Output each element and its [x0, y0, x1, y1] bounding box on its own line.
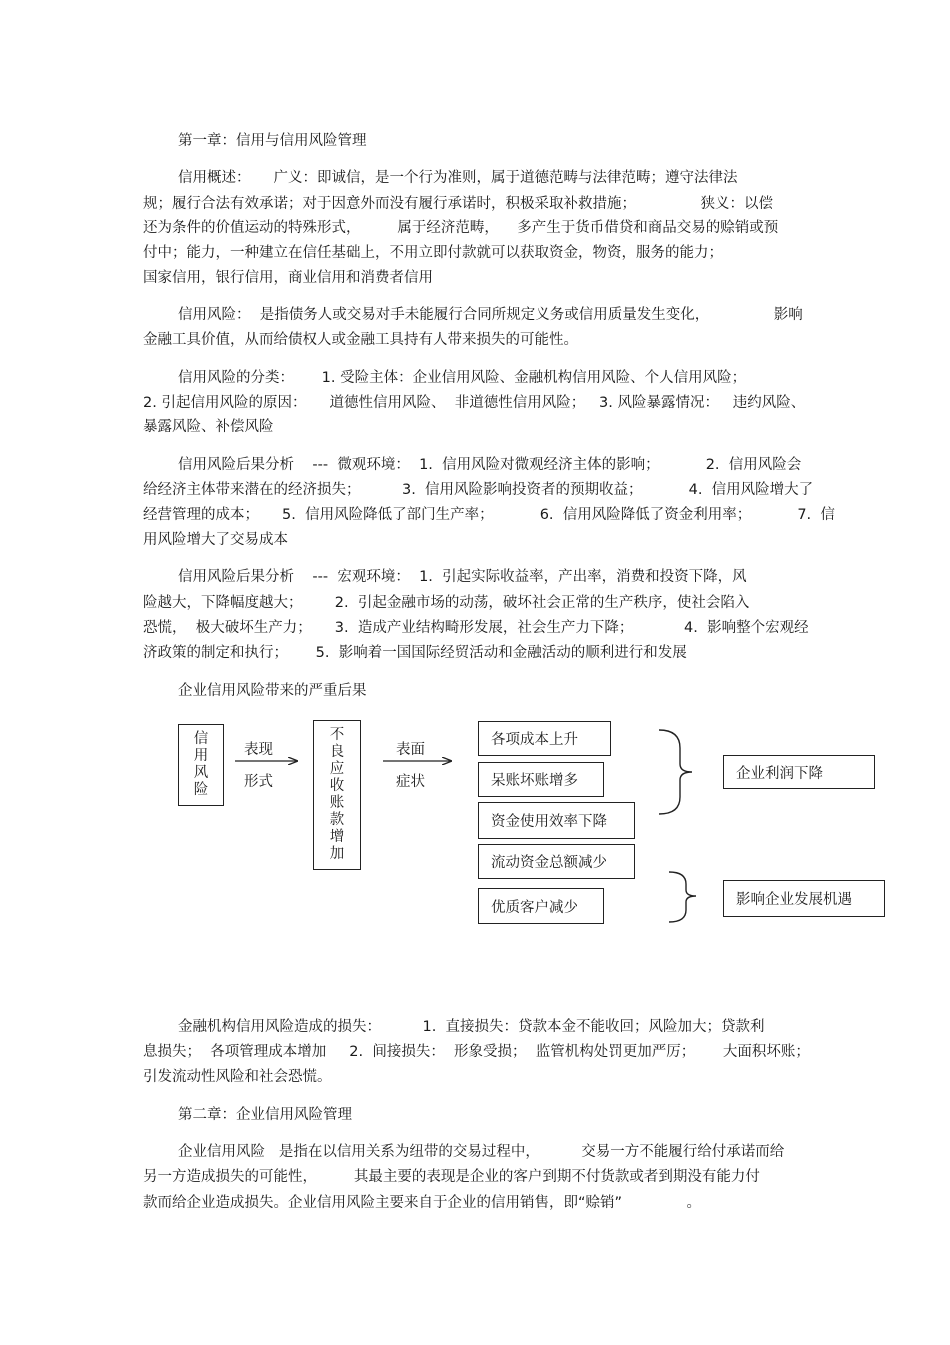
fin-loss-line: 息损失； 各项管理成本增加 2. 间接损失： 形象受损； 监管机构处罚更加严厉； 大面积坏账；: [143, 1044, 810, 1060]
chapter1-title: 第一章：信用与信用风险管理: [178, 133, 367, 149]
ch2-line: 另一方造成损失的可能性， 其最主要的表现是企业的客户到期不付货款或者到期没有能力付: [143, 1169, 760, 1185]
overview-line: 规；履行合法有效承诺；对于因意外而没有履行承诺时，积极采取补救措施； 狭义：以偿: [143, 196, 774, 212]
macro-line: 济政策的制定和执行； 5. 影响着一国国际经贸活动和金融活动的顺利进行和发展: [143, 645, 687, 661]
symptom-box: 流动资金总额减少: [478, 844, 635, 879]
fin-loss-line: 金融机构信用风险造成的损失： 1. 直接损失：贷款本金不能收回；风险加大；贷款利: [178, 1019, 765, 1035]
risk-def-line: 信用风险： 是指债务人或交易对手未能履行合同所规定义务或信用质量发生变化， 影响: [178, 307, 803, 323]
arrow2-label-top: 表面: [396, 742, 425, 758]
symptom-box: 各项成本上升: [478, 721, 611, 756]
overview-line: 信用概述： 广义：即诚信，是一个行为准则，属于道德范畴与法律范畴；遵守法律法: [178, 170, 738, 186]
symptom-box: 呆账坏账增多: [478, 762, 604, 797]
micro-line: 给经济主体带来潜在的经济损失； 3. 信用风险影响投资者的预期收益； 4. 信用风险增大了: [143, 482, 814, 498]
micro-line: 经营管理的成本； 5. 信用风险降低了部门生产率； 6. 信用风险降低了资金利用率； 7. 信: [143, 507, 835, 523]
result-opportunity-box: 影响企业发展机遇: [723, 880, 885, 917]
symptom-box: 优质客户减少: [478, 888, 604, 924]
overview-line: 还为条件的价值运动的特殊形式， 属于经济范畴， 多产生于货币借贷和商品交易的赊销或预: [143, 220, 779, 236]
macro-line: 信用风险后果分析 --- 宏观环境： 1. 引起实际收益率，产出率，消费和投资下降，风: [178, 569, 747, 585]
risk-types-line: 2. 引起信用风险的原因： 道德性信用风险、 非道德性信用风险； 3. 风险暴露情况： 违约风险、: [143, 395, 806, 411]
right-brace-icon: [669, 872, 696, 922]
risk-types-line: 暴露风险、补偿风险: [143, 419, 274, 435]
micro-line: 信用风险后果分析 --- 微观环境： 1. 信用风险对微观经济主体的影响； 2. 信用风险会: [178, 457, 802, 473]
macro-line: 险越大，下降幅度越大； 2. 引起金融市场的动荡，破坏社会正常的生产秩序，使社会陷入: [143, 595, 750, 611]
receivables-box: 不 良 应 收 账 款 增 加: [313, 720, 361, 870]
diagram-title: 企业信用风险带来的严重后果: [178, 683, 367, 699]
credit-risk-box: 信 用 风 险: [178, 724, 224, 806]
overview-line: 国家信用，银行信用，商业信用和消费者信用: [143, 270, 433, 286]
risk-def-line: 金融工具价值，从而给债权人或金融工具持有人带来损失的可能性。: [143, 332, 578, 348]
arrow1-label-bottom: 形式: [244, 774, 273, 790]
ch2-line: 款而给企业造成损失。企业信用风险主要来自于企业的信用销售，即“赊销” 。: [143, 1195, 702, 1211]
right-brace-icon: [659, 730, 692, 814]
chapter2-title: 第二章：企业信用风险管理: [178, 1107, 352, 1123]
risk-types-line: 信用风险的分类： 1. 受险主体：企业信用风险、金融机构信用风险、个人信用风险；: [178, 370, 747, 386]
result-profit-box: 企业利润下降: [723, 755, 875, 789]
symptom-box: 资金使用效率下降: [478, 802, 635, 839]
overview-line: 付中；能力，一种建立在信任基础上，不用立即付款就可以获取资金，物资，服务的能力；: [143, 245, 723, 261]
fin-loss-line: 引发流动性风险和社会恐慌。: [143, 1069, 332, 1085]
ch2-line: 企业信用风险 是指在以信用关系为纽带的交易过程中， 交易一方不能履行给付承诺而给: [178, 1144, 785, 1160]
macro-line: 恐慌， 极大破坏生产力； 3. 造成产业结构畸形发展，社会生产力下降； 4. 影响整个宏观经: [143, 620, 809, 636]
arrow2-label-bottom: 症状: [396, 774, 425, 790]
micro-line: 用风险增大了交易成本: [143, 532, 288, 548]
arrow1-label-top: 表现: [244, 742, 273, 758]
